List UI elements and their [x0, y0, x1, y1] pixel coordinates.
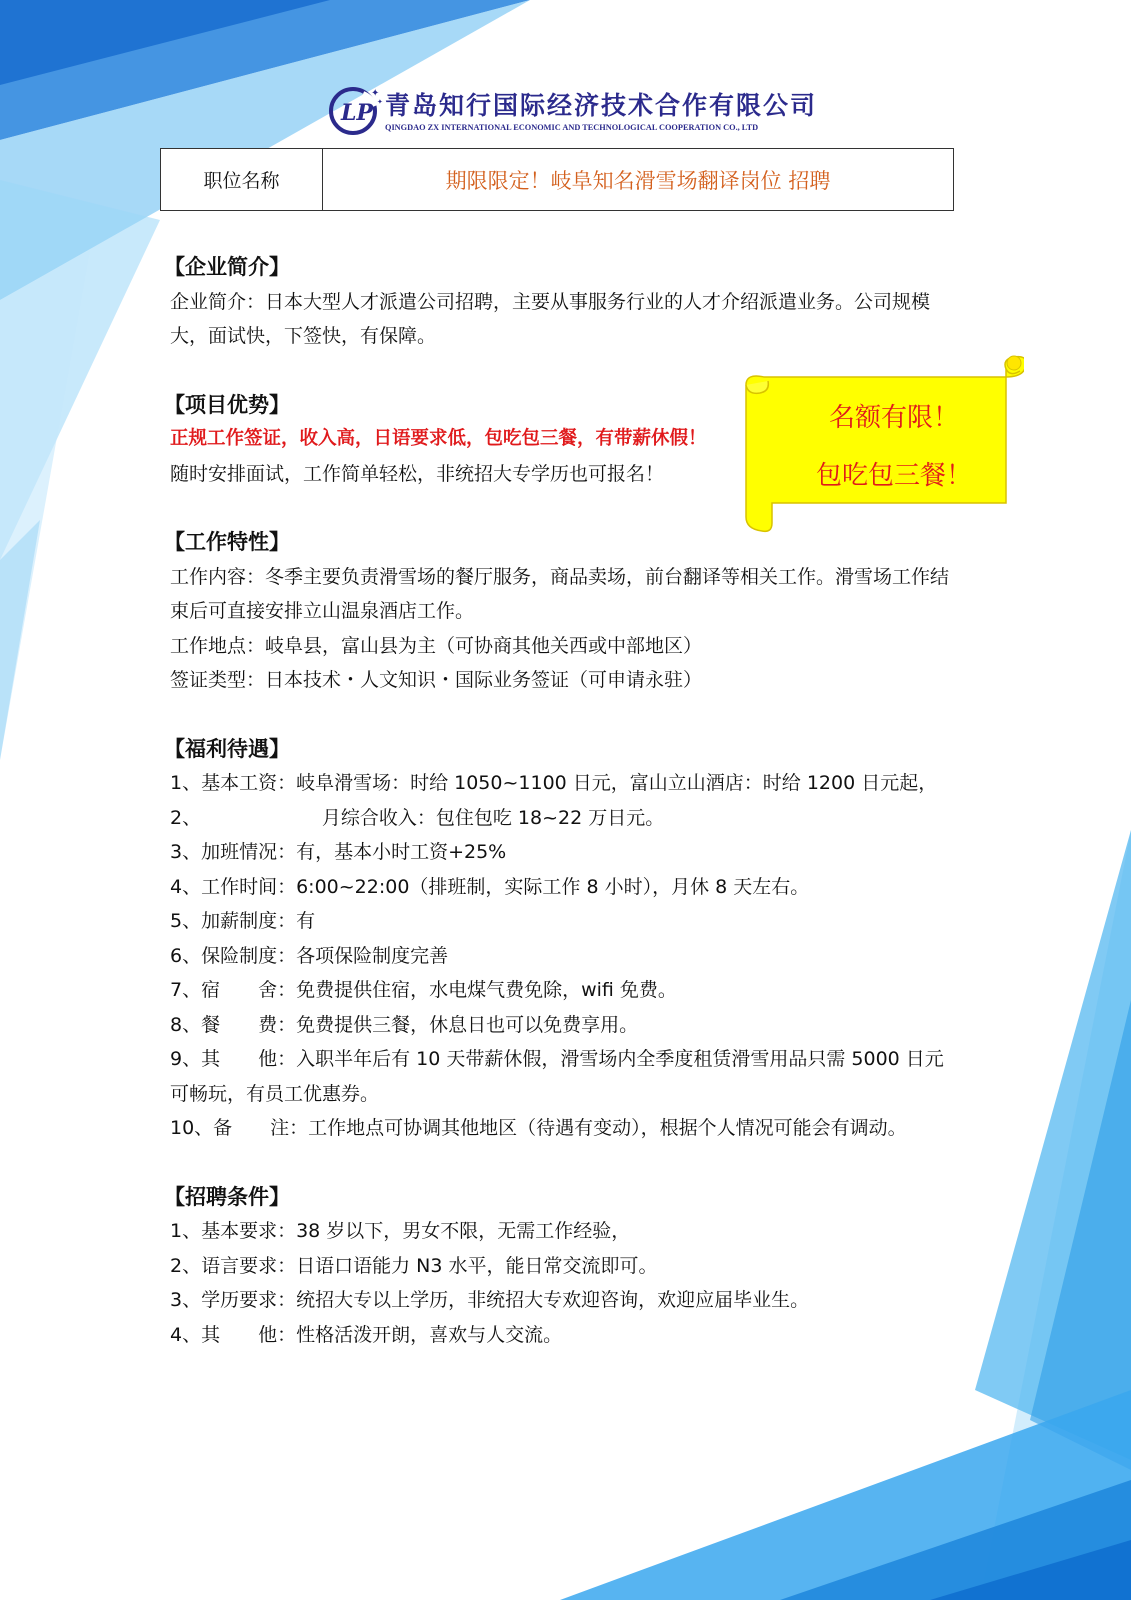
- job-feature-line: 工作内容：冬季主要负责滑雪场的餐厅服务，商品卖场，前台翻译等相关工作。滑雪场工作结束后可直接安排立山温泉酒店工作。: [170, 565, 950, 622]
- banner-line-2: 包吃包三餐！: [815, 461, 972, 491]
- banner-line-1: 名额有限！: [828, 403, 959, 433]
- company-logo: [327, 84, 818, 136]
- company-intro-heading: 【企业简介】: [164, 255, 290, 279]
- requirement-item: 3、学历要求：统招大专以上学历，非统招大专欢迎咨询，欢迎应届毕业生。: [170, 1289, 810, 1311]
- company-name-cn: 青岛知行国际经济技术合作有限公司: [385, 91, 818, 120]
- benefit-item: 3、加班情况：有，基本小时工资+25%: [170, 841, 507, 863]
- svg-text:✦: ✦: [377, 98, 383, 106]
- company-logo-mark: [327, 84, 383, 140]
- position-table: [160, 148, 954, 211]
- benefit-item: 6、保险制度：各项保险制度完善: [170, 944, 449, 967]
- benefit-item: 7、宿 舍：免费提供住宿，水电煤气费免除，wifi 免费。: [170, 979, 677, 1001]
- svg-text:✦: ✦: [371, 88, 380, 99]
- benefit-item: 1、基本工资：岐阜滑雪场：时给 1050~1100 日元，富山立山酒店：时给 1200 日元起，: [170, 772, 938, 794]
- advantages-highlight: 正规工作签证，收入高，日语要求低，包吃包三餐，有带薪休假！: [170, 428, 707, 449]
- benefit-item: 4、工作时间：6:00~22:00（排班制，实际工作 8 小时），月休 8 天左右。: [170, 875, 810, 898]
- job-feature-line: 签证类型：日本技术・人文知识・国际业务签证（可申请永驻）: [170, 669, 703, 691]
- benefit-item: 10、备 注：工作地点可协调其他地区（待遇有变动），根据个人情况可能会有调动。: [170, 1117, 907, 1139]
- requirement-item: 1、基本要求：38 岁以下，男女不限，无需工作经验，: [170, 1220, 631, 1242]
- benefit-item: 5、加薪制度：有: [170, 910, 316, 932]
- benefit-item: 2、 月综合收入：包住包吃 18~22 万日元。: [170, 806, 665, 829]
- advantages-heading: 【项目优势】: [164, 392, 290, 417]
- requirement-item: 4、其 他：性格活泼开朗，喜欢与人交流。: [170, 1323, 563, 1346]
- requirements-heading: 【招聘条件】: [164, 1184, 290, 1209]
- company-name-en: QINGDAO ZX INTERNATIONAL ECONOMIC AND TECHNOLOGICAL COOPERATION CO., LTD: [385, 123, 759, 132]
- advantages-text: 随时安排面试，工作简单轻松，非统招大专学历也可报名！: [170, 462, 665, 485]
- position-title: 期限限定！岐阜知名滑雪场翻译岗位 招聘: [445, 168, 831, 193]
- scroll-shape: [744, 355, 1024, 533]
- benefit-item: 9、其 他：入职半年后有 10 天带薪休假，滑雪场内全季度租赁滑雪用品只需 5000 日元可畅玩，有员工优惠券。: [170, 1048, 944, 1105]
- promo-scroll-banner: [744, 355, 1024, 533]
- job-feature-line: 工作地点：岐阜县，富山县为主（可协商其他关西或中部地区）: [170, 634, 703, 657]
- benefits-heading: 【福利待遇】: [164, 736, 290, 761]
- benefit-item: 8、餐 费：免费提供三餐，休息日也可以免费享用。: [170, 1013, 639, 1036]
- company-intro-text: 企业简介：日本大型人才派遣公司招聘，主要从事服务行业的人才介绍派遣业务。公司规模大，面试快，下签快，有保障。: [170, 290, 931, 347]
- requirement-item: 2、语言要求：日语口语能力 N3 水平，能日常交流即可。: [170, 1254, 658, 1277]
- position-label: 职位名称: [161, 149, 323, 210]
- logo-letters: LP: [341, 100, 374, 126]
- job-features-heading: 【工作特性】: [164, 530, 290, 554]
